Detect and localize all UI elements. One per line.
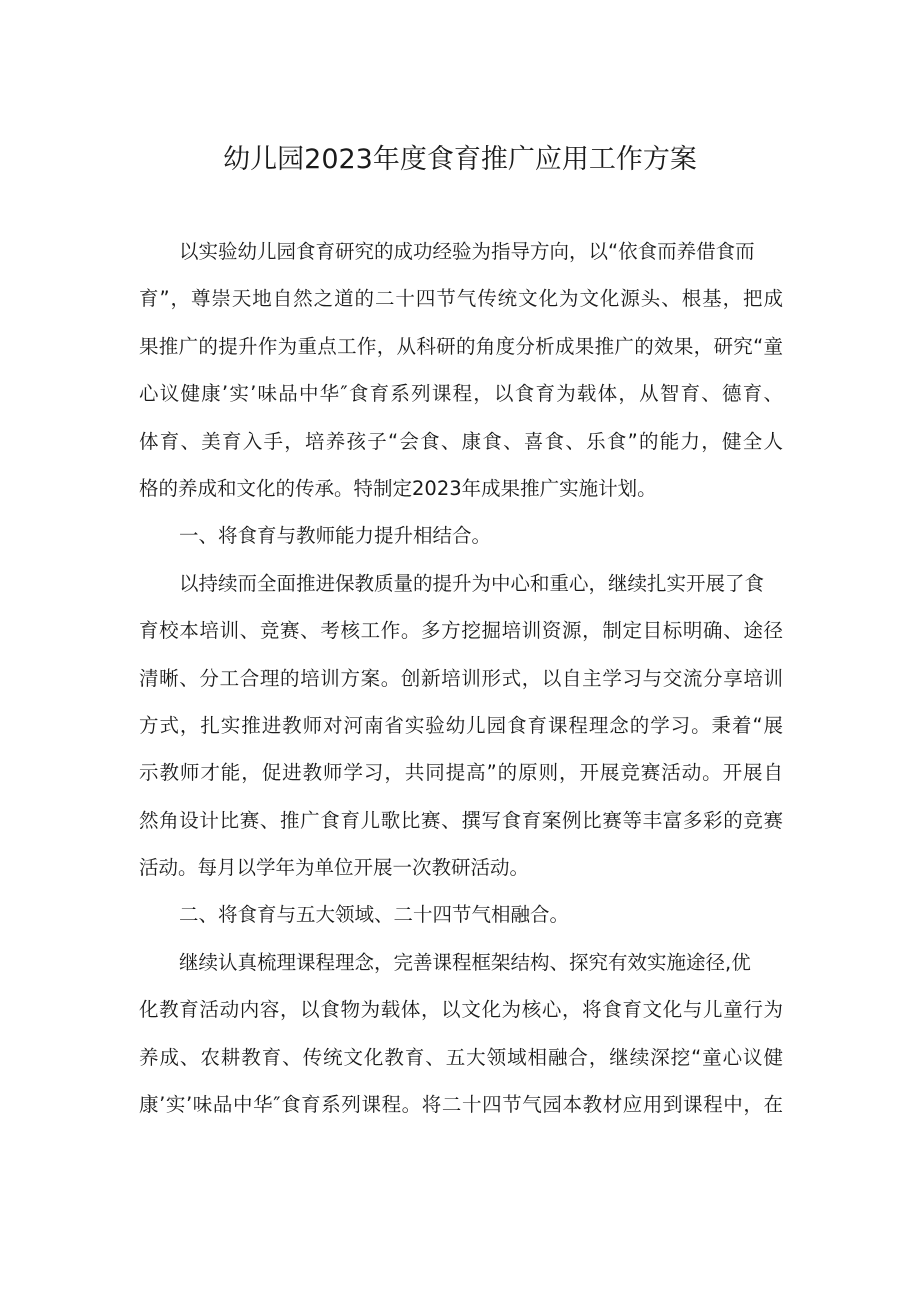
paragraph-line: 然角设计比赛、推广食育儿歌比赛、撰写食育案例比赛等丰富多彩的竞赛 [139,808,783,832]
paragraph-line: 以实验幼儿园食育研究的成功经验为指导方向，以“依食而养借食而 [179,240,755,263]
paragraph-line: 康’实’味品中华″食育系列课程。将二十四节气园本教材应用到课程中，在 [139,1093,783,1117]
paragraph-line: 养成、农耕教育、传统文化教育、五大领域相融合，继续深挖“童心议健 [139,1045,783,1069]
paragraph-line: 育校本培训、竞赛、考核工作。多方挖掘培训资源，制定目标明确、途径 [139,619,783,643]
paragraph-line: 清晰、分工合理的培训方案。创新培训形式，以自主学习与交流分享培训 [139,666,783,690]
document-body [139,232,783,1132]
paragraph-line: 心议健康’实’味品中华″食育系列课程，以食育为载体，从智育、德育、 [139,382,783,406]
section-heading: 二、将食育与五大领域、二十四节气相融合。 [179,903,570,927]
paragraph-line: 继续认真梳理课程理念，完善课程框架结构、探究有效实施途径,优 [179,950,751,974]
paragraph-line: 格的养成和文化的传承。特制定2023年成果推广实施计划。 [139,476,657,500]
document-title: 幼儿园2023年度食育推广应用工作方案 [223,144,697,175]
paragraph-line: 示教师才能，促进教师学习，共同提高”的原则，开展竞赛活动。开展自 [139,761,783,785]
paragraph-line: 化教育活动内容，以食物为载体，以文化为核心，将食育文化与儿童行为 [139,998,783,1022]
paragraph-line: 体育、美育入手，培养孩子“会食、康食、喜食、乐食”的能力，健全人 [139,429,783,453]
section-heading: 一、将食育与教师能力提升相结合。 [179,524,492,548]
paragraph-line: 以持续而全面推进保教质量的提升为中心和重心，继续扎实开展了食 [179,571,765,595]
paragraph-line: 育”，尊崇天地自然之道的二十四节气传统文化为文化源头、根基，把成 [139,287,783,311]
paragraph-line: 方式，扎实推进教师对河南省实验幼儿园食育课程理念的学习。秉着“展 [139,713,783,737]
paragraph-line: 活动。每月以学年为单位开展一次教研活动。 [139,856,530,880]
paragraph-line: 果推广的提升作为重点工作，从科研的角度分析成果推广的效果，研究“童 [139,334,783,358]
